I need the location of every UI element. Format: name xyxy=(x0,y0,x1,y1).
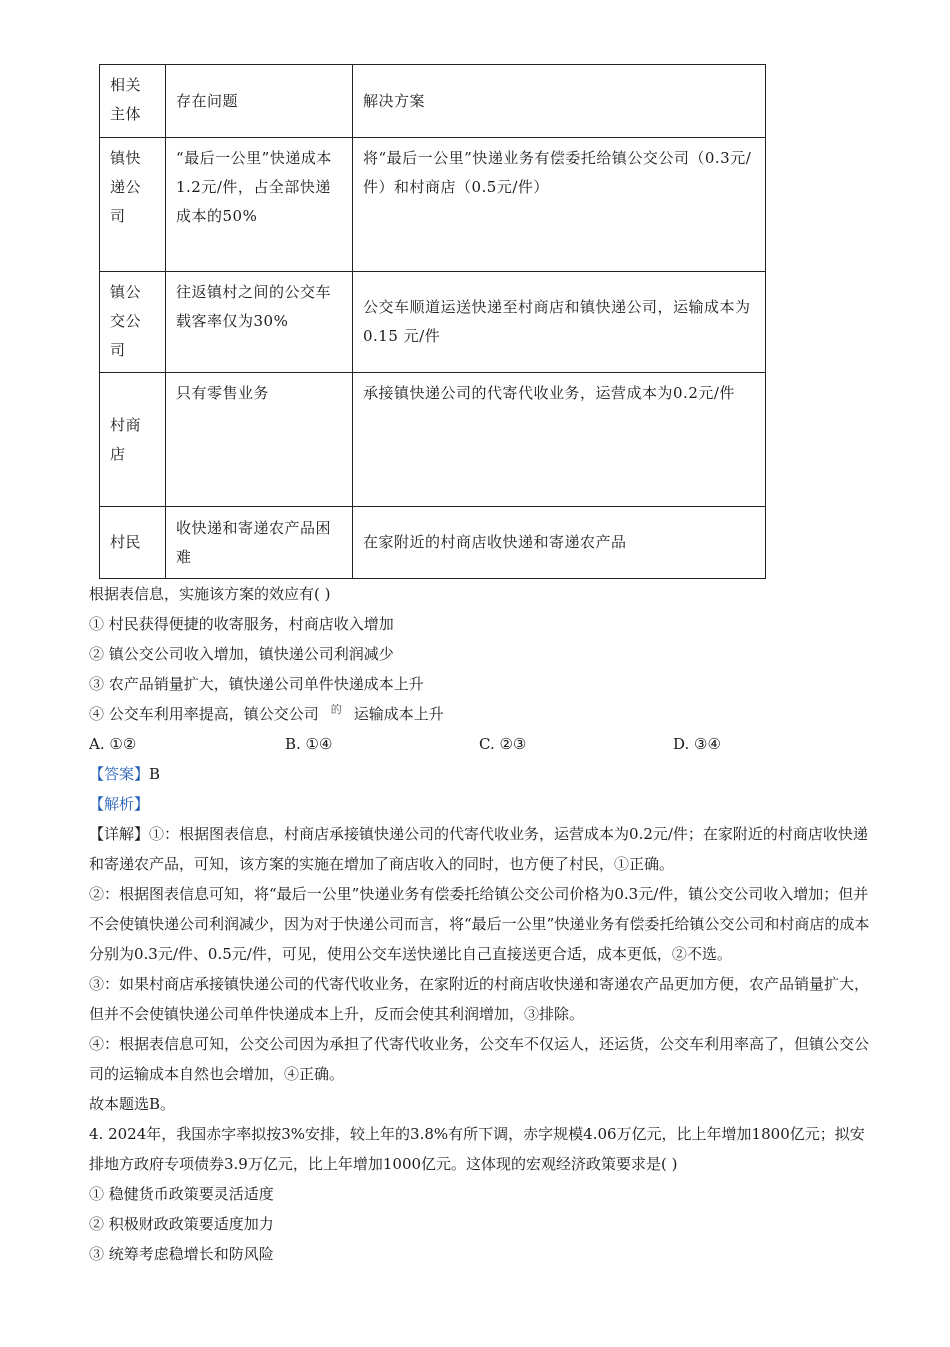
detail-1 xyxy=(89,819,879,879)
detail-2: ②：根据图表信息可知，将“最后一公里”快递业务有偿委托给镇公交公司价格为0.3元/件，镇公交公司收入增加；但并不会使镇快递公司利润减少，因为对于快递公司而言，将“最后一公里”快递业务有偿委托给镇公交公司和村商店的成本分别为0.3元/件、0.5元/件，可见，使用公交车送快递比自己直接送更合适，成本更低，②不选。 xyxy=(89,885,870,963)
question-3-body xyxy=(89,579,879,1269)
table-row xyxy=(100,272,766,373)
option-4-text-b: 运输成本上升 xyxy=(353,705,444,723)
row-solution: 将“最后一公里”快递业务有偿委托给镇公交公司（0.3元/件）和村商店（0.5元/件） xyxy=(353,138,766,272)
row-problem: 往返镇村之间的公交车载客率仅为30% xyxy=(166,272,353,373)
answer-tag: 【答案】 xyxy=(89,765,150,783)
option-3: ③ 农产品销量扩大，镇快递公司单件快递成本上升 xyxy=(89,675,424,693)
answer-value: B xyxy=(149,765,161,783)
detail-1-text: ①：根据图表信息，村商店承接镇快递公司的代寄代收业务，运营成本为0.2元/件；在家附近的村商店收快递和寄递农产品，可知，该方案的实施在增加了商店收入的同时，也方便了村民，①正确。 xyxy=(89,825,868,873)
option-4-text-a: ④ 公交车利用率提高，镇公交公司 xyxy=(89,705,319,723)
header-solution: 解决方案 xyxy=(353,65,766,138)
row-subject: 镇快递公司 xyxy=(100,138,166,272)
detail-tag: 【详解】 xyxy=(89,825,150,843)
option-4-stray-char: 的 xyxy=(330,703,342,716)
conclusion: 故本题选B。 xyxy=(89,1095,176,1113)
q4-option-2: ② 积极财政政策要适度加力 xyxy=(89,1215,274,1233)
row-problem: “最后一公里”快递成本1.2元/件，占全部快递成本的50% xyxy=(166,138,353,272)
row-problem: 只有零售业务 xyxy=(166,373,353,507)
table-header-row xyxy=(100,65,766,138)
analysis-tag: 【解析】 xyxy=(89,795,150,813)
q4-option-3: ③ 统筹考虑稳增长和防风险 xyxy=(89,1245,274,1263)
row-solution: 在家附近的村商店收快递和寄递农产品 xyxy=(353,507,766,579)
row-subject: 村民 xyxy=(100,507,166,579)
header-problem: 存在问题 xyxy=(166,65,353,138)
choice-a: A. ①② xyxy=(89,735,137,753)
answer-line xyxy=(89,759,879,789)
row-solution: 承接镇快递公司的代寄代收业务，运营成本为0.2元/件 xyxy=(353,373,766,507)
option-2: ② 镇公交公司收入增加，镇快递公司利润减少 xyxy=(89,645,394,663)
detail-3: ③：如果村商店承接镇快递公司的代寄代收业务，在家附近的村商店收快递和寄递农产品更加方便，农产品销量扩大，但并不会使镇快递公司单件快递成本上升，反而会使其利润增加，③排除。 xyxy=(89,975,870,1023)
question-stem: 根据表信息，实施该方案的效应有( ) xyxy=(89,585,331,603)
option-1: ① 村民获得便捷的收寄服务，村商店收入增加 xyxy=(89,615,394,633)
row-solution: 公交车顺道运送快递至村商店和镇快递公司，运输成本为0.15 元/件 xyxy=(353,272,766,373)
header-subject: 相关主体 xyxy=(100,65,166,138)
solution-table xyxy=(99,64,766,579)
row-subject: 村商店 xyxy=(100,373,166,507)
q4-option-1: ① 稳健货币政策要灵活适度 xyxy=(89,1185,274,1203)
detail-4: ④：根据表信息可知，公交公司因为承担了代寄代收业务，公交车不仅运人，还运货，公交车利用率高了，但镇公交公司的运输成本自然也会增加，④正确。 xyxy=(89,1035,870,1083)
row-subject: 镇公交公司 xyxy=(100,272,166,373)
table-row xyxy=(100,373,766,507)
option-4 xyxy=(89,699,879,729)
choice-b: B. ①④ xyxy=(285,735,333,753)
table-row xyxy=(100,138,766,272)
answer-choices xyxy=(89,729,879,759)
question-4-stem: 4. 2024年，我国赤字率拟按3%安排，较上年的3.8%有所下调，赤字规模4.06万亿元，比上年增加1800亿元；拟安排地方政府专项债券3.9万亿元，比上年增加1000亿元。这体现的宏观经济政策要求是( ) xyxy=(89,1125,865,1173)
row-problem: 收快递和寄递农产品困难 xyxy=(166,507,353,579)
table-row xyxy=(100,507,766,579)
choice-d: D. ③④ xyxy=(673,735,721,753)
choice-c: C. ②③ xyxy=(479,735,527,753)
